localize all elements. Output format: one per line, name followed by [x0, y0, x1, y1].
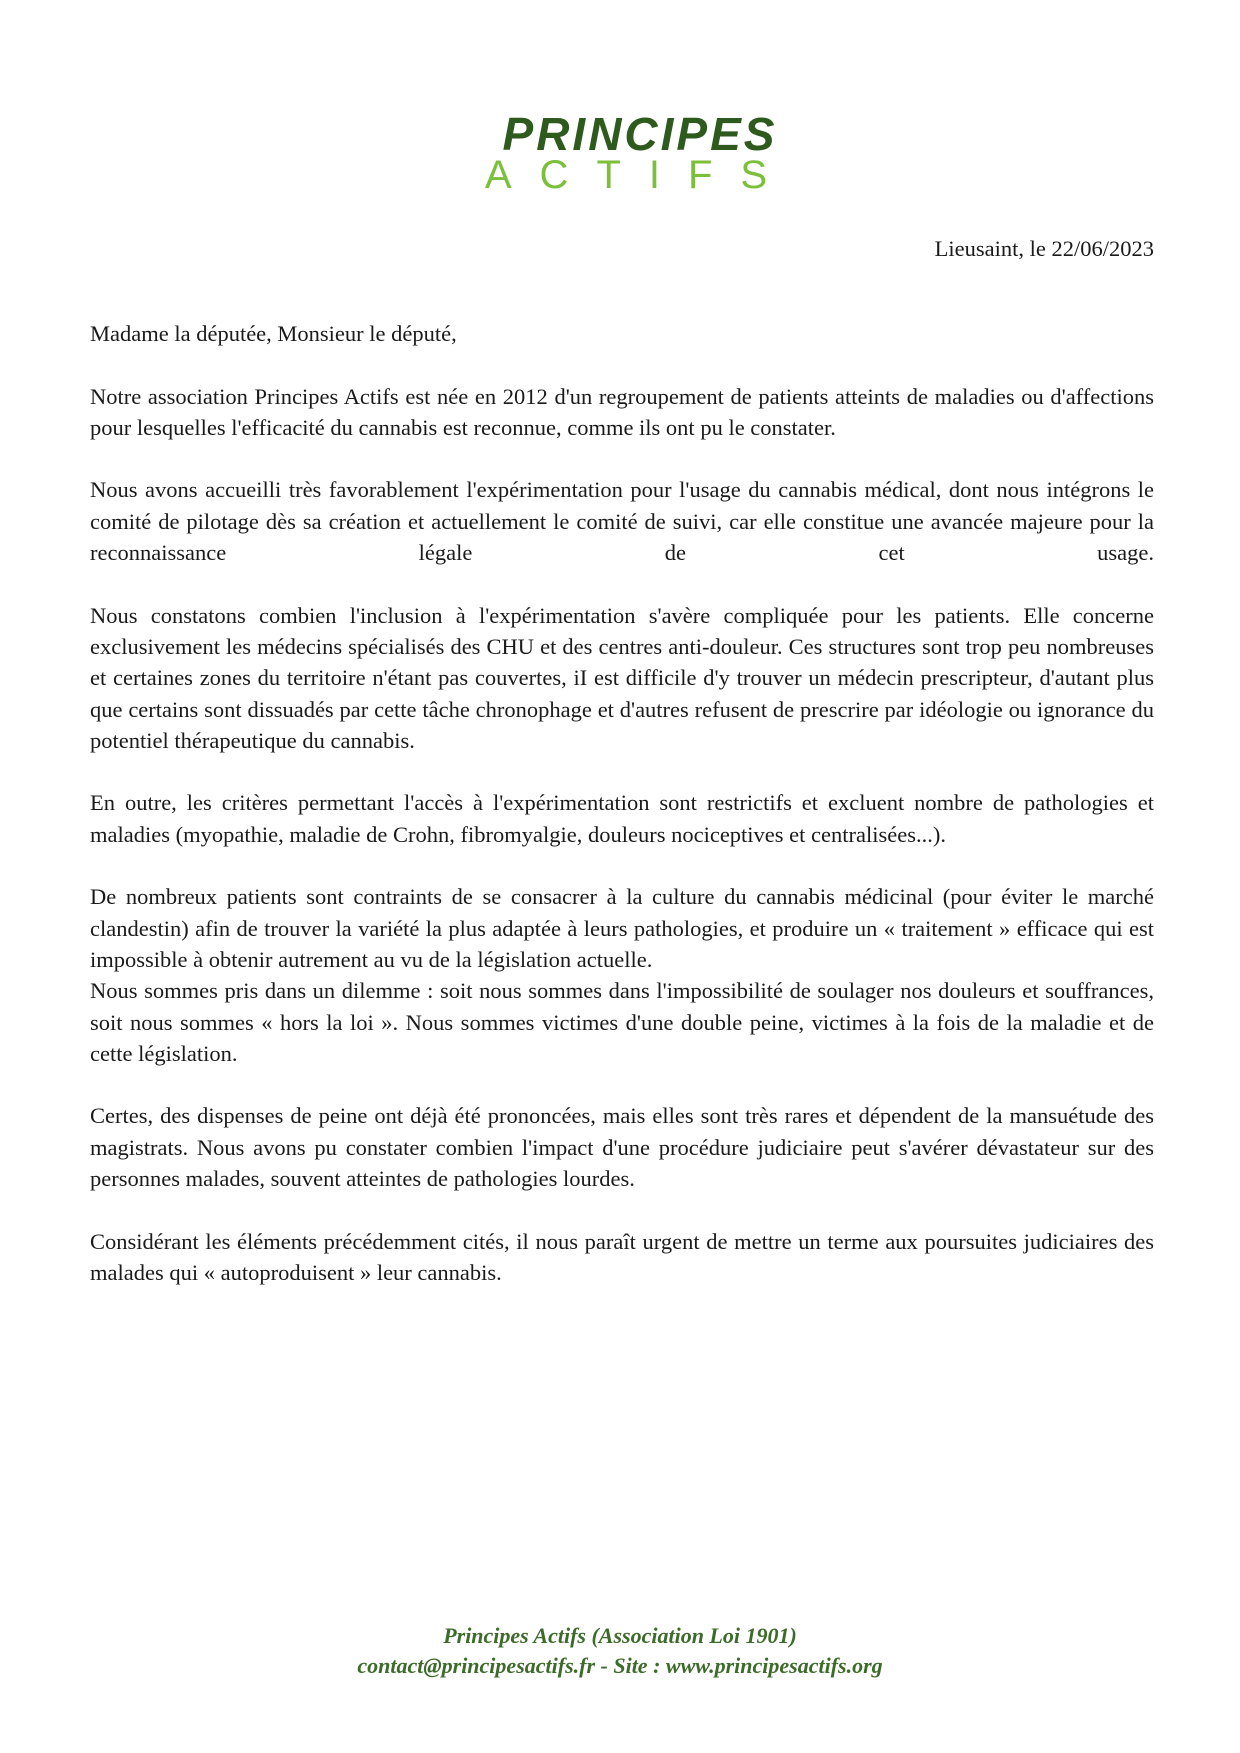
- footer-contact-line: contact@principesactifs.fr - Site : www.principesactifs.org: [357, 1653, 883, 1678]
- paragraph-8: Considérant les éléments précédemment cités, il nous paraît urgent de mettre un terme aux poursuites judiciaires des malades qui « autoproduisent » leur cannabis.: [90, 1228, 1154, 1285]
- salutation: Madame la députée, Monsieur le député,: [90, 321, 457, 346]
- letter-body: [90, 318, 1154, 1320]
- paragraph-3: Nous constatons combien l'inclusion à l'expérimentation s'avère compliquée pour les patients. Elle concerne exclusivement les médecins spécialisés des CHU et des centres anti-douleur. Ces structures sont trop peu nombreuses et certaines zones du territoire n'étant pas couvertes, iI est difficile d'y trouver un médecin prescripteur, d'autant plus que certains sont dissuadés par cette tâche chronophage et d'autres refusent de prescrire par idéologie ou ignorance du potentiel thérapeutique du cannabis.: [90, 602, 1154, 753]
- paragraph-7: Certes, des dispenses de peine ont déjà été prononcées, mais elles sont très rares et dépendent de la mansuétude des magistrats. Nous avons pu constater combien l'impact d'une procédure judiciaire peut s'avérer dévastateur sur des personnes malades, souvent atteintes de pathologies lourdes.: [90, 1103, 1154, 1192]
- paragraph-6: Nous sommes pris dans un dilemme : soit nous sommes dans l'impossibilité de soulager nos douleurs et souffrances, soit nous sommes « hors la loi ». Nous sommes victimes d'une double peine, victimes à la fois de la maladie et de cette législation.: [90, 978, 1154, 1066]
- paragraph-4: En outre, les critères permettant l'accès à l'expérimentation sont restrictifs et excluent nombre de pathologies et maladies (myopathie, maladie de Crohn, fibromyalgie, douleurs nociceptives et centralisées...).: [90, 790, 1154, 847]
- place-and-date: Lieusaint, le 22/06/2023: [934, 236, 1154, 261]
- footer: [0, 1621, 1240, 1681]
- paragraph-5: De nombreux patients sont contraints de se consacrer à la culture du cannabis médicinal (pour éviter le marché clandestin) afin de trouver la variété la plus adaptée à leurs pathologies, et produire un « traitement » efficace qui est impossible à obtenir autrement au vu de la législation actuelle.: [90, 884, 1154, 972]
- footer-association-line: Principes Actifs (Association Loi 1901): [443, 1623, 797, 1648]
- logo-text-principes: PRINCIPES: [502, 108, 778, 160]
- paragraph-1: Notre association Principes Actifs est née en 2012 d'un regroupement de patients atteints de maladies ou d'affections pour lesquelles l'efficacité du cannabis est reconnue, comme ils ont pu le constater.: [90, 383, 1154, 440]
- paragraph-2: Nous avons accueilli très favorablement l'expérimentation pour l'usage du cannabis médical, dont nous intégrons le comité de pilotage dès sa création et actuellement le comité de suivi, car elle constitue une avancée majeure pour la reconnaissance légale de cet usage.: [90, 477, 1154, 566]
- logo-text-actifs: ACTIFS: [484, 153, 796, 197]
- principes-actifs-logo: [440, 104, 840, 204]
